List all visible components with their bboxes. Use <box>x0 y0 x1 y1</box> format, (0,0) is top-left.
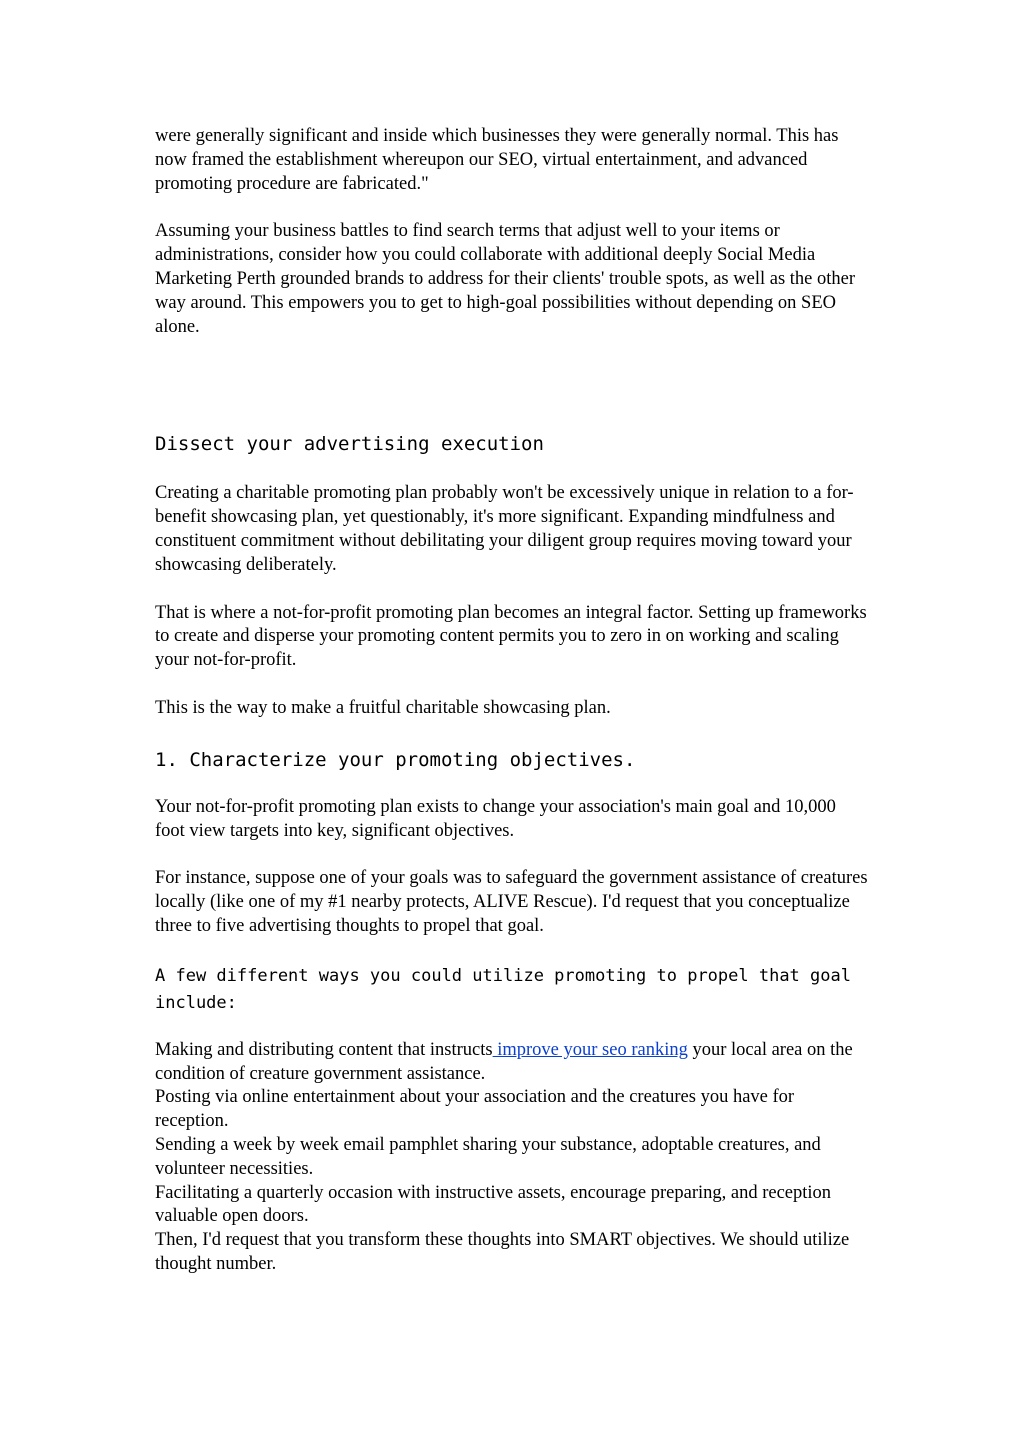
seo-ranking-link[interactable]: improve your seo ranking <box>492 1039 688 1060</box>
paragraph-fruitful-plan: This is the way to make a fruitful charitable showcasing plan. <box>155 697 611 718</box>
list-item-email: Sending a week by week email pamphlet sharing your substance, adoptable creatures, and volunteer necessities. <box>155 1134 821 1179</box>
paragraph-charitable-plan: Creating a charitable promoting plan probably won't be excessively unique in relation to a for-benefit showcasing plan, yet questionably, it's more significant. Expanding mindfulness and constituent commitment without debilitating your diligent group requires moving toward your showcasing deliberately. <box>155 483 854 575</box>
list-item-content <box>155 1039 870 1087</box>
document-page <box>155 125 870 1277</box>
list-item-content-text-after: your local area on the condition of creature government assistance. <box>155 1039 853 1084</box>
paragraph-plan-exists: Your not-for-profit promoting plan exists to change your association's main goal and 10,000 foot view targets into key, significant objectives. <box>155 796 836 841</box>
list-item-content-text-before: Making and distributing content that instructs <box>155 1039 493 1060</box>
list-item-event: Facilitating a quarterly occasion with instructive assets, encourage preparing, and reception valuable open doors. <box>155 1182 832 1227</box>
heading-characterize-objectives: 1. Characterize your promoting objectives. <box>155 748 636 771</box>
paragraph-search-terms: Assuming your business battles to find search terms that adjust well to your items or administrations, consider how you could collaborate with additional deeply Social Media Marketing Perth grounded brands to address for their clients' trouble spots, as well as the other way around. This empowers you to get to high-goal possibilities without depending on SEO alone. <box>155 221 856 337</box>
paragraph-intro-continuation: were generally significant and inside which businesses they were generally normal. This has now framed the establishment whereupon our SEO, virtual entertainment, and advanced promoting procedure are fabricated." <box>155 126 839 194</box>
paragraph-for-instance: For instance, suppose one of your goals was to safeguard the government assistance of creatures locally (like one of my #1 nearby protects, ALIVE Rescue). I'd request that you conceptualize three to five advertising thoughts to propel that goal. <box>155 868 868 936</box>
heading-dissect-advertising: Dissect your advertising execution <box>155 433 544 456</box>
paragraph-smart-objectives: Then, I'd request that you transform these thoughts into SMART objectives. We should utilize thought number. <box>155 1230 850 1274</box>
list-item-social: Posting via online entertainment about your association and the creatures you have for reception. <box>155 1087 795 1132</box>
paragraph-not-for-profit-plan: That is where a not-for-profit promoting plan becomes an integral factor. Setting up frameworks to create and disperse your promoting content permits you to zero in on working and scaling your not-for-profit. <box>155 602 867 671</box>
heading-few-ways: A few different ways you could utilize promoting to propel that goal include: <box>155 965 851 1013</box>
